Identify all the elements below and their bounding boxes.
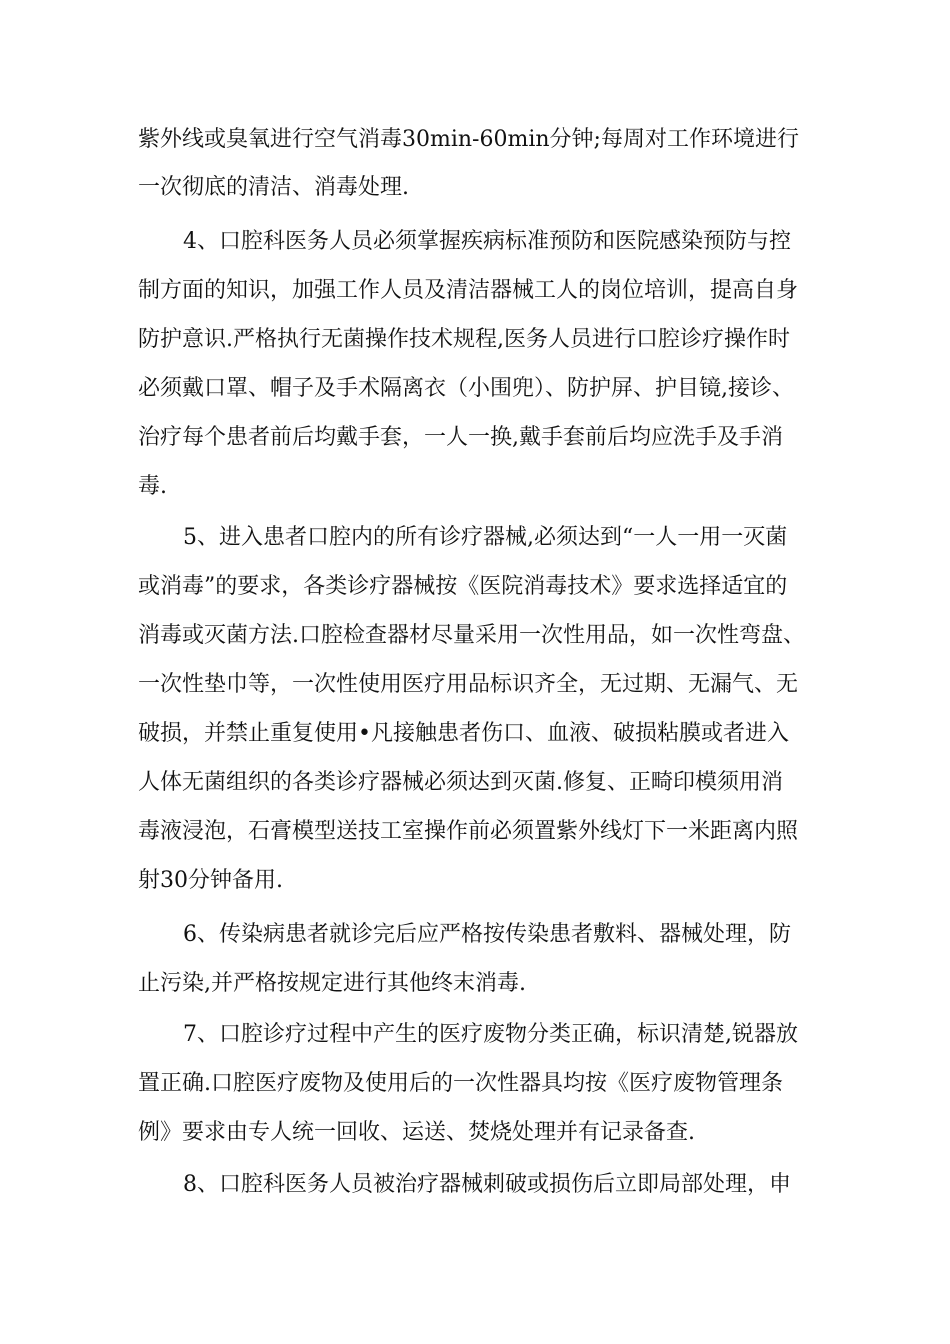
text-line: 消毒或灭菌方法.口腔检查器材尽量采用一次性用品，如一次性弯盘、 <box>138 623 805 648</box>
text-line: 毒. <box>138 474 167 499</box>
text-line: 防护意识.严格执行无菌操作技术规程,医务人员进行口腔诊疗操作时 <box>138 327 790 352</box>
text-line: 一次性垫巾等，一次性使用医疗用品标识齐全，无过期、无漏气、无 <box>138 672 799 697</box>
text-line: 治疗每个患者前后均戴手套，一人一换,戴手套前后均应洗手及手消 <box>138 425 783 450</box>
text-line: 置正确.口腔医疗废物及使用后的一次性器具均按《医疗废物管理条 <box>138 1071 783 1096</box>
paragraph-6-first-line: 6、传染病患者就诊完后应严格按传染患者敷料、器械处理，防 <box>183 922 791 947</box>
paragraph-4-first-line: 4、口腔科医务人员必须掌握疾病标准预防和医院感染预防与控 <box>183 229 791 254</box>
text-line: 必须戴口罩、帽子及手术隔离衣（小围兜）、防护屏、护目镜,接诊、 <box>138 376 794 401</box>
text-line: 人体无菌组织的各类诊疗器械必须达到灭菌.修复、正畸印模须用消 <box>138 770 783 795</box>
paragraph-5-first-line: 5、进入患者口腔内的所有诊疗器械,必须达到“一人一用一灭菌 <box>183 525 788 550</box>
text-line: 紫外线或臭氧进行空气消毒30min-60min分钟;每周对工作环境进行 <box>138 127 799 152</box>
paragraph-7-first-line: 7、口腔诊疗过程中产生的医疗废物分类正确，标识清楚,锐器放 <box>183 1022 798 1047</box>
text-line: 止污染,并严格按规定进行其他终末消毒. <box>138 971 526 996</box>
text-line: 一次彻底的清洁、消毒处理. <box>138 175 409 200</box>
text-line: 制方面的知识，加强工作人员及清洁器械工人的岗位培训，提高自身 <box>138 278 799 303</box>
text-line: 毒液浸泡，石膏模型送技工室操作前必须置紫外线灯下一米距离内照 <box>138 819 799 844</box>
paragraph-8-first-line: 8、口腔科医务人员被治疗器械刺破或损伤后立即局部处理，申 <box>183 1172 791 1197</box>
text-line: 破损，并禁止重复使用•凡接触患者伤口、血液、破损粘膜或者进入 <box>138 721 789 746</box>
text-line: 或消毒”的要求，各类诊疗器械按《医院消毒技术》要求选择适宜的 <box>138 574 788 599</box>
text-line: 例》要求由专人统一回收、运送、焚烧处理并有记录备查. <box>138 1120 695 1145</box>
text-line: 射30分钟备用. <box>138 868 283 893</box>
